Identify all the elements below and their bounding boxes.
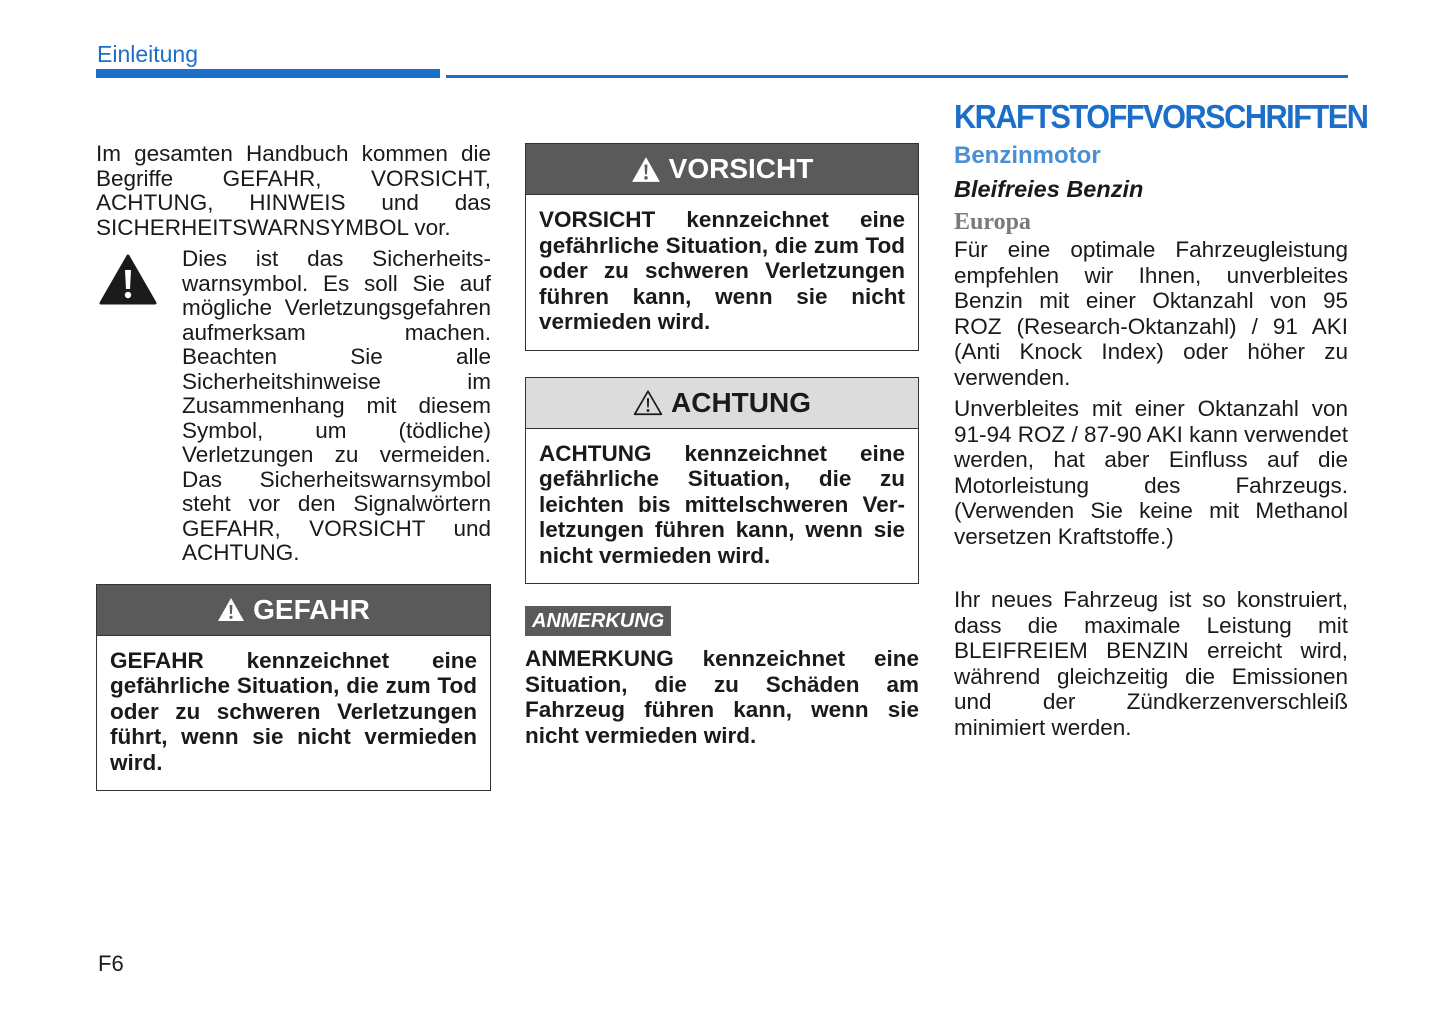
subsubtitle: Bleifreies Benzin: [954, 176, 1144, 202]
danger-title: GEFAHR: [253, 593, 370, 625]
header-bar-thin: [446, 75, 1348, 78]
danger-text: GEFAHR kennzeichnet eine gefährliche Situation, die zum Tod oder zu schweren Verletzungen führt, wenn sie nicht vermieden wird.: [110, 647, 477, 775]
danger-box: [96, 584, 491, 792]
fuel-paragraph-3: Ihr neues Fahrzeug ist so konstruiert, dass die maximale Leistung mit BLEIFREIEM BENZIN erreicht wird, während gleichzeitig die Emissionen und der Zündkerzenverschleiß minimiert werden.: [954, 587, 1348, 740]
danger-box-header: [97, 585, 490, 636]
caution-title: VORSICHT: [668, 153, 814, 184]
header-bar-thick: [96, 69, 440, 78]
safety-symbol-row: [96, 247, 491, 566]
page-number: F6: [98, 951, 124, 976]
right-column: [954, 98, 1368, 740]
section-title: KRAFTSTOFFVORSCHRIFTEN: [954, 98, 1368, 135]
attention-box: [525, 377, 919, 585]
region-heading: Europa: [954, 209, 1031, 235]
fuel-paragraph-1: Für eine optimale Fahrzeugleistung empfehlen wir Ihnen, unverbleites Benzin mit einer Oktanzahl von 95 ROZ (Research-Oktanzahl) / 91 AKI (Anti Knock Index) oder höher zu verwenden.: [954, 237, 1348, 390]
attention-title: ACHTUNG: [671, 386, 811, 418]
note-badge: ANMERKUNG: [525, 606, 671, 636]
attention-box-header: [526, 378, 918, 429]
left-column: [96, 142, 491, 791]
warning-icon: [217, 597, 245, 622]
attention-text: ACHTUNG kennzeichnet eine gefährliche Situation, die zu leichten bis mittelschweren Verletzungen führen kann, wenn sie nicht vermieden wird.: [539, 440, 905, 568]
caution-text: VORSICHT kennzeichnet eine gefährliche Situation, die zum Tod oder zu schweren Verletzungen führen kann, wenn sie nicht vermieden wird.: [539, 207, 905, 334]
warning-icon: [631, 156, 661, 183]
intro-paragraph: Im gesamten Handbuch kommen die Begriffe GEFAHR, VORSICHT, ACHTUNG, HINWEIS und das SICHERHEITSWARNSYMBOL vor.: [96, 141, 491, 240]
caution-box: [525, 143, 919, 351]
subtitle: Benzinmotor: [954, 142, 1101, 169]
safety-symbol-description: Dies ist das Sicherheitswarnsymbol. Es soll Sie auf mögliche Verletzungsgefahren aufmerksam machen. Beachten Sie alle Sicherheitshinweise im Zusammenhang mit diesem Symbol, um (tödliche) Verletzungen zu vermeiden. Das Sicherheitswarnsymbol steht vor den Signalwörtern GEFAHR, VORSICHT und ACHTUNG.: [182, 246, 491, 565]
fuel-paragraph-2: Unverbleites mit einer Oktanzahl von 91-94 ROZ / 87-90 AKI kann verwendet werden, hat aber Einfluss auf die Motorleistung des Fahrzeugs. (Verwenden Sie keine mit Methanol versetzen Kraftstoffe.): [954, 396, 1348, 549]
warning-triangle-icon: [96, 247, 182, 566]
chapter-title: Einleitung: [97, 41, 199, 67]
caution-box-header: [526, 144, 918, 195]
middle-column: [525, 143, 919, 748]
note-text: ANMERKUNG kennzeichnet eine Situation, die zu Schäden am Fahrzeug führen kann, wenn sie nicht vermieden wird.: [525, 646, 919, 748]
warning-outline-icon: [633, 389, 663, 416]
